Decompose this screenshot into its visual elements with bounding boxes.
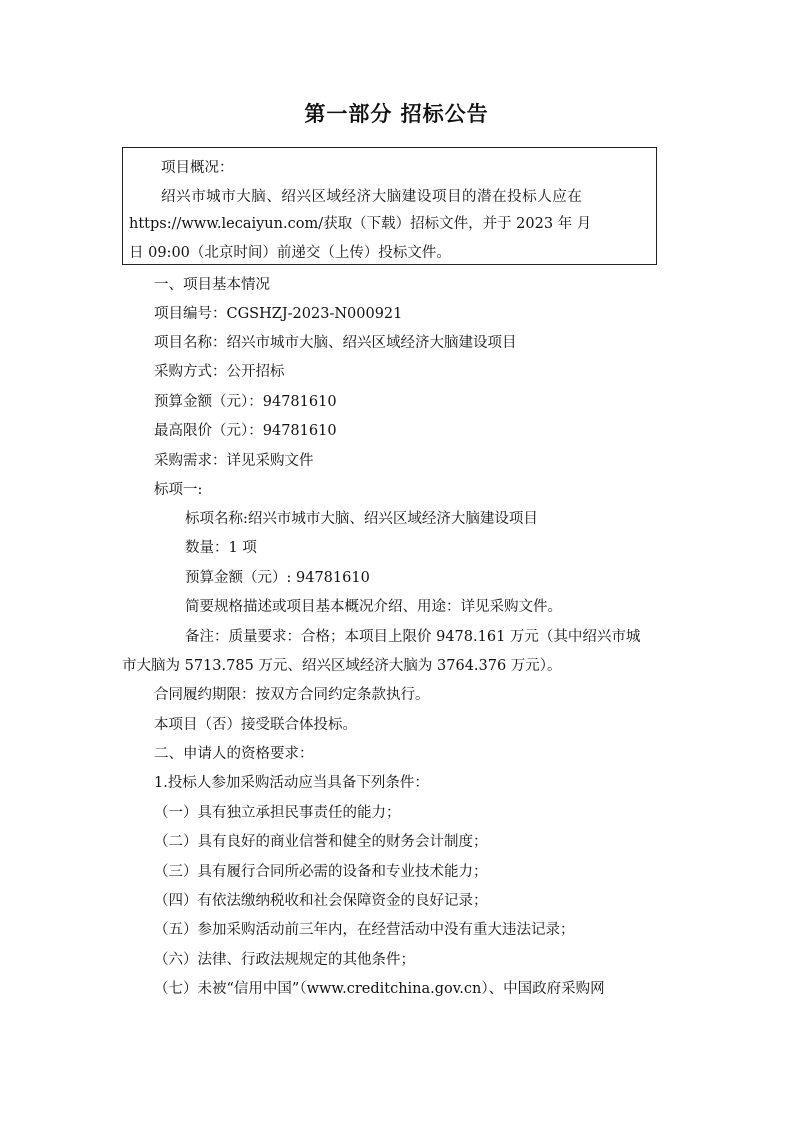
section-qualification-heading: 二、申请人的资格要求：: [154, 746, 314, 762]
condition-7: （七）未被“信用中国”（www.creditchina.gov.cn）、中国政府采购网: [154, 981, 605, 997]
budget-amount: 预算金额（元）：94781610: [154, 394, 337, 410]
lot-heading: 标项一:: [154, 482, 203, 498]
qualification-item-1: 1.投标人参加采购活动应当具备下列条件：: [154, 775, 429, 791]
lot-note-line-1: 备注：质量要求：合格；本项目上限价 9478.161 万元（其中绍兴市城: [185, 629, 641, 645]
contract-period: 合同履约期限：按双方合同约定条款执行。: [154, 687, 430, 703]
overview-line-3: 日 09:00（北京时间）前递交（上传）投标文件。: [129, 245, 451, 261]
overview-line-2: https://www.lecaiyun.com/获取（下载）招标文件，并于 2023 年 月: [129, 216, 592, 232]
condition-4: （四）有依法缴纳税收和社会保障资金的良好记录；: [154, 893, 488, 909]
project-number: 项目编号：CGSHZJ-2023-N000921: [154, 306, 403, 322]
condition-6: （六）法律、行政法规规定的其他条件；: [154, 952, 415, 968]
lot-note-line-2: 市大脑为 5713.785 万元、绍兴区域经济大脑为 3764.376 万元）。: [122, 658, 562, 674]
lot-name: 标项名称:绍兴市城市大脑、绍兴区域经济大脑建设项目: [185, 511, 538, 527]
procurement-demand: 采购需求：详见采购文件: [154, 453, 314, 469]
procurement-method: 采购方式：公开招标: [154, 364, 285, 380]
overview-heading: 项目概况：: [161, 160, 234, 176]
lot-budget: 预算金额（元）: 94781610: [185, 570, 370, 586]
overview-line-1: 绍兴市城市大脑、绍兴区域经济大脑建设项目的潜在投标人应在: [161, 189, 583, 205]
page-title: 第一部分 招标公告: [304, 102, 489, 126]
condition-1: （一）具有独立承担民事责任的能力；: [154, 805, 401, 821]
project-name: 项目名称：绍兴市城市大脑、绍兴区域经济大脑建设项目: [154, 335, 517, 351]
lot-specification: 简要规格描述或项目基本概况介绍、用途：详见采购文件。: [185, 599, 562, 615]
condition-2: （二）具有良好的商业信誉和健全的财务会计制度；: [154, 834, 488, 850]
consortium-bidding: 本项目（否）接受联合体投标。: [154, 717, 357, 733]
condition-5: （五）参加采购活动前三年内，在经营活动中没有重大违法记录；: [154, 922, 575, 938]
lot-quantity: 数量：1 项: [185, 540, 257, 556]
project-overview-box: [122, 147, 657, 265]
condition-3: （三）具有履行合同所必需的设备和专业技术能力；: [154, 864, 488, 880]
max-price: 最高限价（元）：94781610: [154, 423, 337, 439]
section-basic-heading: 一、项目基本情况: [154, 277, 270, 293]
